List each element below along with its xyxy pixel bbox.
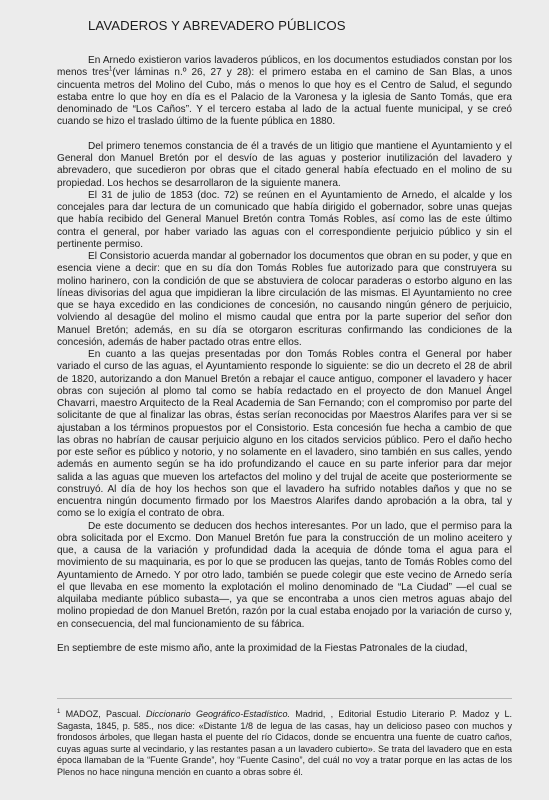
footnote-work-title: Diccionario Geográfico-Estadístico. <box>145 709 290 719</box>
paragraph-3: El 31 de julio de 1853 (doc. 72) se reúnen en el Ayuntamiento de Arnedo, el alcalde y los concejales para dar lectura de un comunicado que había dirigido el gobernador, sobre unas quejas que había recibido del General Manuel Bretón contra Tomás Robles, así como las de este último contra el general, por haber variado las aguas con el correspondiente perjuicio público y sin el pertinente permiso. <box>57 189 512 250</box>
footnote-author: MADOZ, Pascual. <box>65 709 141 719</box>
paragraph-4: El Consistorio acuerda mandar al gobernador los documentos que obran en su poder, y que en esencia viene a decir: que en su día don Tomás Robles fue autorizado para que construyera su molino harinero, con la condición de que se abstuviera de colocar paraderas o estorbo alguno en las líneas divisorias del agua que impidieran la libre circulación de las mismas. El Ayuntamiento no cree que se haya excedido en las condiciones de concesión, no causando ningún género de perjuicio, volviendo al desagüe del molino el mismo caudal que entra por la parte superior del señor don Manuel Bretón; además, en su día se otorgaron escrituras confirmando las condiciones de la concesión, además de haber pactado otras entre ellos. <box>57 251 512 348</box>
footnote-text: Madrid, , Editorial Estudio Literario P. Madoz y L. Sagasta, 1845, p. 585., nos dice: «Distante 1/8 de legua de las casas, hay un delicioso paseo con muchos y frondosos árboles, que llegan hasta el puente del río Cidacos, donde se encuentra una fuente de cuatro caños, cuyas aguas surte al vecindario, y las restantes pasan a un lavadero cubierto». Se trata del lavadero que en esta época llamaban de la “Fuente Grande”, hoy “Fuente Casino”, del cuál no voy a tratar porque en las actas de los Plenos no hace ninguna mención en cuanto a obras sobre él. <box>57 709 513 777</box>
footnote-mark: 1 <box>57 708 61 715</box>
paragraph-5: En cuanto a las quejas presentadas por don Tomás Robles contra el General por haber variado el curso de las aguas, el Ayuntamiento responde lo siguiente: se dio un decreto el 28 de abril de 1820, autorizando a don Manuel Bretón a rebajar el cauce antiguo, componer el lavadero y hacer obras con sujeción al plomo tal como se había redactado en el proyecto de don Manuel Ángel Chavarri, maestro Arquitecto de la Real Academia de San Fernando; con el compromiso por parte del solicitante de que al finalizar las obras, éstas serían reconocidas por Maestros Alarifes para ver si se ajustaban a los términos propuestos por el Consistorio. Esta concesión fue hecha a cambio de que las obras no habrían de causar perjuicio alguno en los citados servicios público. Pero el daño hecho por este señor es público y notorio, y no solamente en el lavadero, sino también en sus calles, yendo además en aumento según se ha ido profundizando el cauce en su parte inferior para dar mejor salida a las aguas que mueven los artefactos del molino y del trujal de aceite que posteriormente se construyó. Al día de hoy los hechos son que el lavadero ha sufrido notables daños y que no se encuentra ningún documento firmado por los Maestros Alarifes dando aprobación a la obra, tal y como se lo exigía el contrato de obra. <box>57 349 512 520</box>
page-title: LAVADEROS Y ABREVADERO PÚBLICOS <box>88 18 346 33</box>
footnote <box>57 709 512 778</box>
paragraph-1 <box>57 55 512 129</box>
body-text <box>57 55 512 655</box>
paragraph-1-text-continued: (ver láminas n.º 26, 27 y 28): el primero estaba en el camino de San Blas, a unos cincuenta metros del Molino del Cubo, más o menos lo que hoy es el Centro de Salud, el segundo estaba entre lo que hoy en día es el Palacio de la Varonesa y la iglesia de Santo Tomás, que era denominado de “Los Caños”. Y el tercero estaba al lado de la actual fuente municipal, y se creó cuando se hizo el traslado último de la fuente pública en 1880. <box>57 67 512 128</box>
paragraph-1-text: En Arnedo existieron varios lavaderos públicos, en los documentos estudiados constan por los menos tres <box>57 55 512 79</box>
footnote-reference: 1 <box>108 66 113 73</box>
footnote-divider <box>57 698 512 699</box>
paragraph-6: De este documento se deducen dos hechos interesantes. Por un lado, que el permiso para la obra solicitada por el Excmo. Don Manuel Bretón fue para la construcción de un molino aceitero y que, a causa de la variación y profundidad dada la acequia de dónde toma el agua para el movimiento de su maquinaria, es por lo que se producen las quejas, tanto de Tomás Robles como del Ayuntamiento de Arnedo. Y por otro lado, también se puede colegir que este vecino de Arnedo sería el que llevaba en ese momento la explotación el molino denominado de “La Ciudad” —el cual se alquilaba mediante público subasta—, ya que se encontraba a unos cien metros aguas abajo del molino propiedad de don Manuel Bretón, razón por la cual estaba enojado por la variación de curso y, en consecuencia, del mal funcionamiento de su fábrica. <box>57 520 512 630</box>
paragraph-7: En septiembre de este mismo año, ante la proximidad de la Fiestas Patronales de la ciudad, <box>57 643 468 654</box>
paragraph-2: Del primero tenemos constancia de él a través de un litigio que mantiene el Ayuntamiento y el General don Manuel Bretón por el desvío de las aguas y posterior inutilización del lavadero y abrevadero, que sucedieron por obras que el citado general había efectuado en el molino de su propiedad. Los hechos se desarrollaron de la siguiente manera. <box>57 140 512 189</box>
